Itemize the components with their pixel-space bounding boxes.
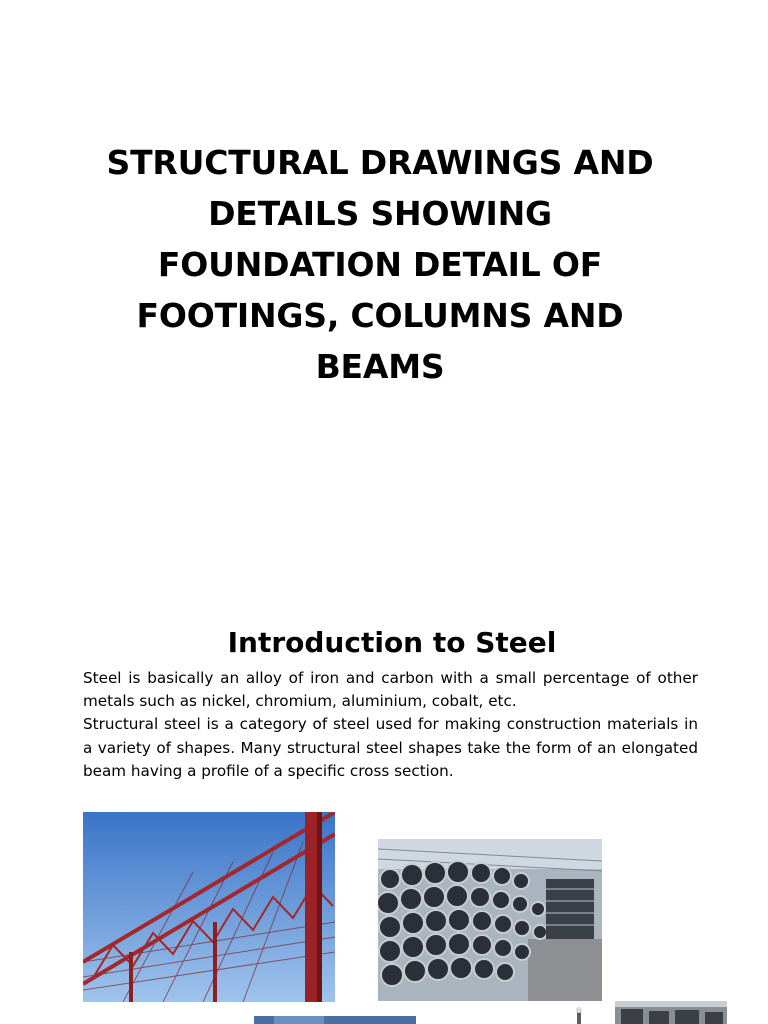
steel-beams-photo-partial [615, 1001, 727, 1024]
section-heading: Introduction to Steel [227, 626, 557, 659]
title-line: FOUNDATION DETAIL OF [157, 245, 603, 284]
title-line: STRUCTURAL DRAWINGS AND [106, 143, 654, 182]
steel-truss-frame-photo [83, 812, 335, 1002]
paragraph: Structural steel is a category of steel used for making construction materials in a variety of shapes. Many structural steel shapes take the form of an elongated beam having a profile of a specific cross section. [83, 715, 698, 780]
paragraph: Steel is basically an alloy of iron and carbon with a small percentage of other metals such as nickel, chromium, aluminium, cobalt, etc. [83, 669, 698, 711]
title-line: FOOTINGS, COLUMNS AND [136, 296, 624, 335]
page-title [90, 137, 670, 392]
steel-structure-photo-partial [254, 1016, 416, 1024]
steel-pipes-stack-photo [378, 839, 602, 1001]
small-figure-partial [572, 1007, 586, 1024]
intro-text [83, 667, 698, 783]
title-line: BEAMS [315, 347, 445, 386]
title-line: DETAILS SHOWING [208, 194, 552, 233]
